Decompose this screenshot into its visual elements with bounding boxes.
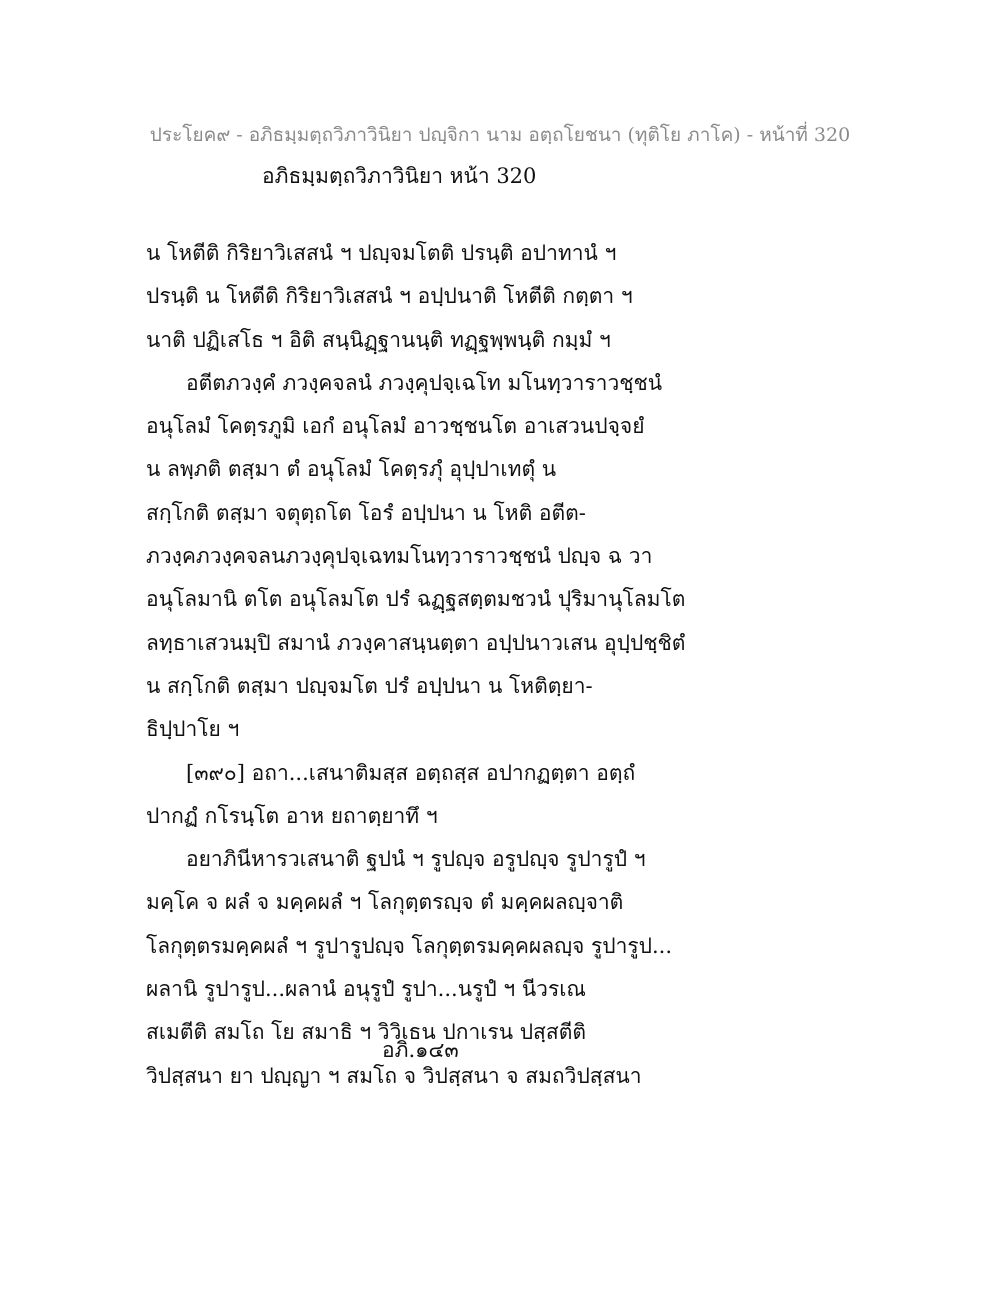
text-line: สเมตีติ สมโถ โย สมาธิ ฯ วิวิเธน ปกาเรน ปสฺสตีติ [146, 1020, 586, 1045]
text-line: โลกุตฺตรมคฺคผลํ ฯ รูปารูปญฺจ โลกุตฺตรมคฺคผลญฺจ รูปารูป... [146, 933, 672, 958]
text-line: อตีตภวงฺคํ ภวงฺคจลนํ ภวงฺคุปจฺเฉโท มโนทฺวาราวชฺชนํ [186, 370, 663, 395]
text-line: วิปสฺสนา ยา ปญฺญา ฯ สมโถ จ วิปสฺสนา จ สมถวิปสฺสนา [146, 1063, 642, 1088]
text-line: น ลพฺภติ ตสฺมา ตํ อนุโลมํ โคตฺรภุํ อุปฺปาเทตุํ น [146, 457, 557, 482]
text-line: ปรนฺติ น โหตีติ กิริยาวิเสสนํ ฯ อปฺปนาติ โหตีติ กตฺตา ฯ [146, 284, 633, 309]
page-title: อภิธมฺมตฺถวิภาวินิยา หน้า 320 [262, 164, 537, 188]
text-line: [๓๙๐] อถา...เสนาติมสฺส อตฺถสฺส อปากฏตฺตา อตฺถํ [186, 760, 636, 785]
text-line: ลทฺธาเสวนมฺปิ สมานํ ภวงฺคาสนฺนตฺตา อปฺปนาวเสน อุปฺปชฺชิตํ [146, 630, 686, 655]
text-line: อนุโลมํ โคตฺรภูมิ เอกํ อนุโลมํ อาวชฺชนโต อาเสวนปจฺจยํ [146, 414, 645, 439]
text-line: ธิปฺปาโย ฯ [146, 717, 240, 742]
text-line: อยาภินีหารวเสนาติ ฐปนํ ฯ รูปญฺจ อรูปญฺจ รูปารูปํ ฯ [186, 847, 646, 872]
page-marker: อภิ.๑๔๓ [382, 1038, 459, 1062]
text-line: นาติ ปฏิเสโธ ฯ อิติ สนฺนิฏฺฐานนฺติ ทฏฺฐพฺพนฺติ กมฺมํ ฯ [146, 327, 611, 352]
text-line: สกฺโกติ ตสฺมา จตุตฺถโต โอรํ อปฺปนา น โหติ อตีต- [146, 500, 586, 525]
text-line: มคฺโค จ ผลํ จ มคฺคผลํ ฯ โลกุตฺตรญฺจ ตํ มคฺคผลญฺจาติ [146, 890, 624, 915]
text-line: ภวงฺคภวงฺคจลนภวงฺคุปจฺเฉทมโนทฺวาราวชฺชนํ ปญฺจ ฉ วา [146, 544, 653, 569]
body-text [146, 232, 866, 1098]
text-line: อนุโลมานิ ตโต อนุโลมโต ปรํ ฉฏฺฐสตฺตมชวนํ ปุริมานุโลมโต [146, 587, 686, 612]
running-header: ประโยค๙ - อภิธมฺมตฺถวิภาวินิยา ปญฺจิกา นาม อตฺถโยชนา (ทุติโย ภาโค) - หน้าที่ 320 [149, 124, 851, 146]
text-line: ปากฏํ กโรนฺโต อาห ยถาตฺยาทึ ฯ [146, 803, 438, 828]
text-line: น สกฺโกติ ตสฺมา ปญฺจมโต ปรํ อปฺปนา น โหติตฺยา- [146, 673, 593, 698]
text-line: น โหตีติ กิริยาวิเสสนํ ฯ ปญฺจมโตติ ปรนฺติ อปาทานํ ฯ [146, 241, 617, 265]
text-line: ผลานิ รูปารูป...ผลานํ อนุรูปํ รูปา...นรูปํ ฯ นีวรเณ [146, 977, 586, 1002]
